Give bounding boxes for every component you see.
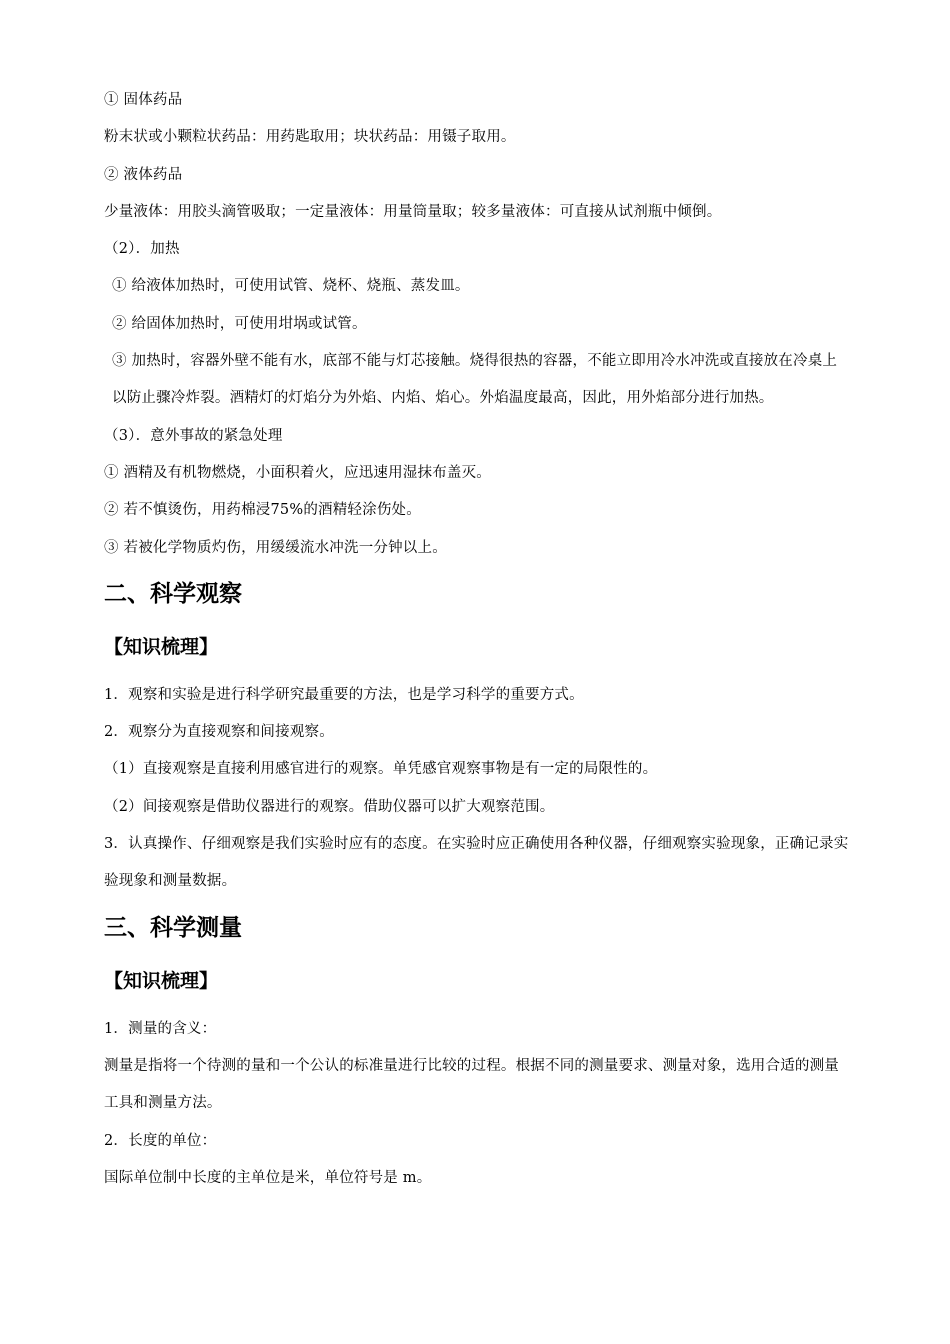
section-subtitle-measurement: 【知识梳理】 <box>104 969 219 992</box>
section-title-observation: 二、科学观察 <box>104 580 242 607</box>
measurement-item: 测量是指将一个待测的量和一个公认的标准量进行比较的过程。根据不同的测量要求、测量对象，选用合适的测量工具和测量方法。 <box>104 1057 839 1112</box>
emergency-title: （3）．意外事故的紧急处理 <box>104 427 283 444</box>
heating-item: ① 给液体加热时，可使用试管、烧杯、烧瓶、蒸发皿。 <box>112 278 470 295</box>
section-title-measurement: 三、科学测量 <box>104 914 242 941</box>
heating-title: （2）．加热 <box>104 241 180 258</box>
observation-item: （2）间接观察是借助仪器进行的观察。借助仪器可以扩大观察范围。 <box>104 798 555 815</box>
measurement-item: 1．测量的含义： <box>104 1020 217 1037</box>
solid-reagent-text: 粉末状或小颗粒状药品：用药匙取用；块状药品：用镊子取用。 <box>104 129 516 146</box>
document-page <box>104 82 849 1197</box>
observation-item: 1．观察和实验是进行科学研究最重要的方法，也是学习科学的重要方式。 <box>104 686 584 703</box>
section-subtitle-observation: 【知识梳理】 <box>104 635 219 658</box>
liquid-reagent-title: ② 液体药品 <box>104 166 183 183</box>
heating-item: ③ 加热时，容器外壁不能有水，底部不能与灯芯接触。烧得很热的容器，不能立即用冷水冲洗或直接放在冷桌上以防止骤冷炸裂。酒精灯的灯焰分为外焰、内焰、焰心。外焰温度最高，因此，用外焰部分进行加热。 <box>112 353 838 407</box>
measurement-item: 2．长度的单位： <box>104 1132 217 1149</box>
observation-item: （1）直接观察是直接利用感官进行的观察。单凭感官观察事物是有一定的局限性的。 <box>104 761 658 778</box>
emergency-item: ① 酒精及有机物燃烧，小面积着火，应迅速用湿抹布盖灭。 <box>104 464 492 481</box>
heating-item: ② 给固体加热时，可使用坩埚或试管。 <box>112 315 367 332</box>
solid-reagent-title: ① 固体药品 <box>104 92 183 108</box>
emergency-item: ③ 若被化学物质灼伤，用缓缓流水冲洗一分钟以上。 <box>104 539 447 556</box>
measurement-item: 国际单位制中长度的主单位是米，单位符号是 m。 <box>104 1169 432 1186</box>
liquid-reagent-text: 少量液体：用胶头滴管吸取；一定量液体：用量筒量取；较多量液体：可直接从试剂瓶中倾倒。 <box>104 203 722 220</box>
observation-item: 3．认真操作、仔细观察是我们实验时应有的态度。在实验时应正确使用各种仪器，仔细观察实验现象，正确记录实验现象和测量数据。 <box>104 836 849 890</box>
observation-item: 2．观察分为直接观察和间接观察。 <box>104 724 334 741</box>
emergency-item: ② 若不慎烫伤，用药棉浸75%的酒精轻涂伤处。 <box>104 502 421 519</box>
